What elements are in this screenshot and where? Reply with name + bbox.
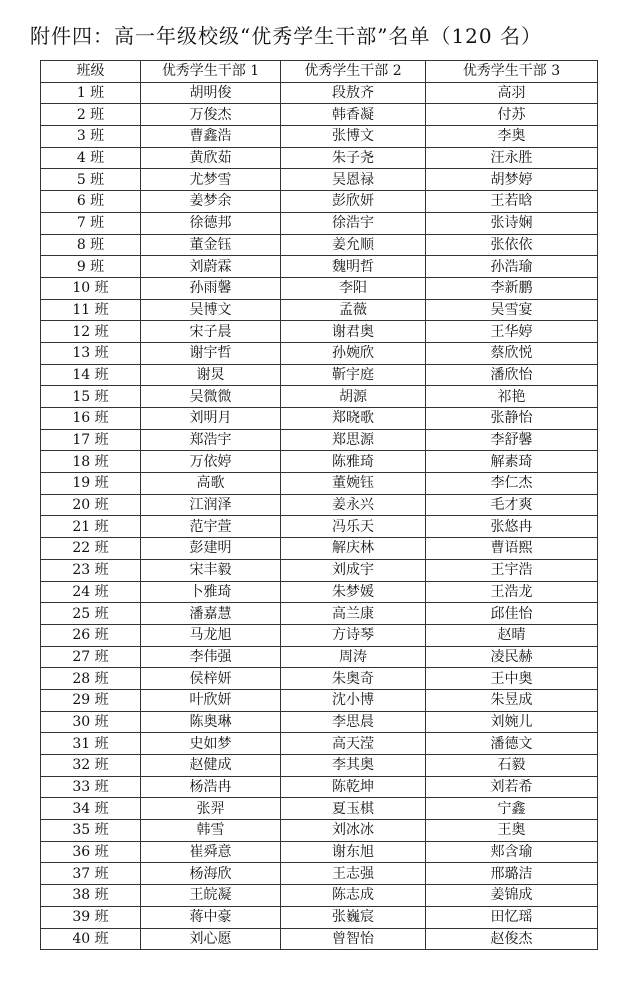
class-cell: 38 班 — [41, 885, 141, 907]
cadre-2-cell: 曾智怡 — [281, 928, 426, 950]
cadre-2-cell: 解庆林 — [281, 538, 426, 560]
cadre-2-cell: 方诗琴 — [281, 624, 426, 646]
cadre-1-cell: 卜雅琦 — [141, 581, 281, 603]
cadre-3-cell: 凌民赫 — [426, 646, 598, 668]
cadre-2-cell: 郑晓歌 — [281, 408, 426, 430]
cadre-3-cell: 姜锦成 — [426, 885, 598, 907]
cadre-1-cell: 江润泽 — [141, 494, 281, 516]
cadre-2-cell: 郑思源 — [281, 429, 426, 451]
table-row — [41, 776, 598, 798]
class-cell: 39 班 — [41, 906, 141, 928]
cadre-3-cell: 张诗娴 — [426, 212, 598, 234]
table-row — [41, 126, 598, 148]
cadre-3-cell: 李舒馨 — [426, 429, 598, 451]
class-cell: 40 班 — [41, 928, 141, 950]
class-cell: 6 班 — [41, 191, 141, 213]
class-cell: 32 班 — [41, 755, 141, 777]
class-cell: 35 班 — [41, 820, 141, 842]
cadre-2-cell: 孙婉欣 — [281, 342, 426, 364]
cadre-2-cell: 靳宇庭 — [281, 364, 426, 386]
cadre-2-cell: 周涛 — [281, 646, 426, 668]
table-row — [41, 147, 598, 169]
table-row — [41, 581, 598, 603]
table-row — [41, 928, 598, 950]
cadre-1-cell: 李伟强 — [141, 646, 281, 668]
cadre-1-cell: 范宇萱 — [141, 516, 281, 538]
cadre-3-cell: 赵俊杰 — [426, 928, 598, 950]
class-cell: 24 班 — [41, 581, 141, 603]
table-row — [41, 234, 598, 256]
cadre-3-cell: 李仁杰 — [426, 473, 598, 495]
class-cell: 26 班 — [41, 624, 141, 646]
cadre-2-cell: 魏明哲 — [281, 256, 426, 278]
cadre-3-cell: 潘欣怡 — [426, 364, 598, 386]
table-row — [41, 863, 598, 885]
class-cell: 22 班 — [41, 538, 141, 560]
cadre-2-cell: 谢君奥 — [281, 321, 426, 343]
cadre-3-cell: 王华婷 — [426, 321, 598, 343]
cadre-3-cell: 解素琦 — [426, 451, 598, 473]
cadre-2-cell: 高天滢 — [281, 733, 426, 755]
cadre-1-cell: 崔舜意 — [141, 841, 281, 863]
cadre-3-cell: 赵晴 — [426, 624, 598, 646]
header-cadre-2: 优秀学生干部 2 — [281, 61, 426, 83]
table-header-row — [41, 61, 598, 83]
table-row — [41, 668, 598, 690]
class-cell: 29 班 — [41, 689, 141, 711]
cadre-3-cell: 宁鑫 — [426, 798, 598, 820]
cadre-3-cell: 毛才爽 — [426, 494, 598, 516]
cadre-1-cell: 赵健成 — [141, 755, 281, 777]
cadre-2-cell: 胡源 — [281, 386, 426, 408]
cadre-3-cell: 张悠冉 — [426, 516, 598, 538]
table-row — [41, 408, 598, 430]
class-cell: 18 班 — [41, 451, 141, 473]
cadre-2-cell: 姜永兴 — [281, 494, 426, 516]
cadre-3-cell: 付苏 — [426, 104, 598, 126]
cadre-2-cell: 陈雅琦 — [281, 451, 426, 473]
cadre-2-cell: 徐浩宇 — [281, 212, 426, 234]
cadre-1-cell: 刘心愿 — [141, 928, 281, 950]
cadre-2-cell: 陈志成 — [281, 885, 426, 907]
cadre-1-cell: 刘明月 — [141, 408, 281, 430]
table-row — [41, 277, 598, 299]
table-row — [41, 429, 598, 451]
cadre-3-cell: 郏含瑜 — [426, 841, 598, 863]
cadre-3-cell: 朱昱成 — [426, 689, 598, 711]
table-row — [41, 494, 598, 516]
cadre-1-cell: 孙雨馨 — [141, 277, 281, 299]
cadre-2-cell: 刘成宇 — [281, 559, 426, 581]
cadre-roster-table — [40, 60, 598, 950]
header-cadre-1: 优秀学生干部 1 — [141, 61, 281, 83]
cadre-1-cell: 彭建明 — [141, 538, 281, 560]
cadre-2-cell: 冯乐天 — [281, 516, 426, 538]
class-cell: 19 班 — [41, 473, 141, 495]
cadre-3-cell: 张依依 — [426, 234, 598, 256]
table-row — [41, 841, 598, 863]
cadre-2-cell: 陈乾坤 — [281, 776, 426, 798]
cadre-2-cell: 孟薇 — [281, 299, 426, 321]
table-row — [41, 82, 598, 104]
table-row — [41, 169, 598, 191]
cadre-1-cell: 侯梓妍 — [141, 668, 281, 690]
cadre-1-cell: 王皖凝 — [141, 885, 281, 907]
cadre-1-cell: 谢宇哲 — [141, 342, 281, 364]
cadre-2-cell: 张巍宸 — [281, 906, 426, 928]
table-row — [41, 689, 598, 711]
cadre-3-cell: 田忆瑶 — [426, 906, 598, 928]
cadre-2-cell: 朱梦媛 — [281, 581, 426, 603]
class-cell: 10 班 — [41, 277, 141, 299]
class-cell: 31 班 — [41, 733, 141, 755]
table-row — [41, 386, 598, 408]
class-cell: 11 班 — [41, 299, 141, 321]
class-cell: 28 班 — [41, 668, 141, 690]
cadre-1-cell: 蒋中豪 — [141, 906, 281, 928]
cadre-2-cell: 刘冰冰 — [281, 820, 426, 842]
table-row — [41, 321, 598, 343]
class-cell: 12 班 — [41, 321, 141, 343]
cadre-2-cell: 沈小博 — [281, 689, 426, 711]
cadre-2-cell: 段敖齐 — [281, 82, 426, 104]
table-row — [41, 711, 598, 733]
cadre-3-cell: 王中奥 — [426, 668, 598, 690]
cadre-3-cell: 胡梦婷 — [426, 169, 598, 191]
cadre-3-cell: 李奥 — [426, 126, 598, 148]
cadre-1-cell: 吴微微 — [141, 386, 281, 408]
cadre-3-cell: 祁艳 — [426, 386, 598, 408]
cadre-3-cell: 潘德文 — [426, 733, 598, 755]
table-body — [41, 82, 598, 950]
cadre-2-cell: 彭欣妍 — [281, 191, 426, 213]
class-cell: 37 班 — [41, 863, 141, 885]
cadre-2-cell: 李其奥 — [281, 755, 426, 777]
table-row — [41, 820, 598, 842]
class-cell: 8 班 — [41, 234, 141, 256]
cadre-2-cell: 朱奥奇 — [281, 668, 426, 690]
cadre-2-cell: 姜允顺 — [281, 234, 426, 256]
cadre-1-cell: 尤梦雪 — [141, 169, 281, 191]
table-row — [41, 212, 598, 234]
cadre-1-cell: 宋丰毅 — [141, 559, 281, 581]
cadre-3-cell: 邱佳怡 — [426, 603, 598, 625]
cadre-1-cell: 韩雪 — [141, 820, 281, 842]
table-row — [41, 798, 598, 820]
cadre-1-cell: 高歌 — [141, 473, 281, 495]
table-row — [41, 364, 598, 386]
cadre-2-cell: 王志强 — [281, 863, 426, 885]
cadre-2-cell: 李思晨 — [281, 711, 426, 733]
class-cell: 9 班 — [41, 256, 141, 278]
cadre-3-cell: 张静怡 — [426, 408, 598, 430]
cadre-2-cell: 吴恩禄 — [281, 169, 426, 191]
cadre-2-cell: 夏玉棋 — [281, 798, 426, 820]
table-row — [41, 473, 598, 495]
class-cell: 21 班 — [41, 516, 141, 538]
cadre-1-cell: 徐德邦 — [141, 212, 281, 234]
table-row — [41, 559, 598, 581]
class-cell: 34 班 — [41, 798, 141, 820]
table-row — [41, 104, 598, 126]
table-row — [41, 538, 598, 560]
cadre-3-cell: 吴雪宴 — [426, 299, 598, 321]
class-cell: 13 班 — [41, 342, 141, 364]
cadre-1-cell: 张羿 — [141, 798, 281, 820]
table-row — [41, 603, 598, 625]
class-cell: 33 班 — [41, 776, 141, 798]
cadre-3-cell: 蔡欣悦 — [426, 342, 598, 364]
cadre-1-cell: 万依婷 — [141, 451, 281, 473]
cadre-3-cell: 王若晗 — [426, 191, 598, 213]
table-row — [41, 755, 598, 777]
cadre-1-cell: 史如梦 — [141, 733, 281, 755]
table-row — [41, 191, 598, 213]
cadre-1-cell: 黄欣茹 — [141, 147, 281, 169]
table-row — [41, 516, 598, 538]
cadre-3-cell: 刘婉儿 — [426, 711, 598, 733]
cadre-2-cell: 朱子尧 — [281, 147, 426, 169]
table-row — [41, 906, 598, 928]
class-cell: 2 班 — [41, 104, 141, 126]
cadre-1-cell: 叶欣妍 — [141, 689, 281, 711]
class-cell: 7 班 — [41, 212, 141, 234]
cadre-3-cell: 王浩龙 — [426, 581, 598, 603]
cadre-1-cell: 刘蔚霖 — [141, 256, 281, 278]
header-class: 班级 — [41, 61, 141, 83]
class-cell: 4 班 — [41, 147, 141, 169]
table-row — [41, 299, 598, 321]
cadre-1-cell: 陈奥琳 — [141, 711, 281, 733]
class-cell: 25 班 — [41, 603, 141, 625]
cadre-1-cell: 杨浩冉 — [141, 776, 281, 798]
cadre-1-cell: 董金钰 — [141, 234, 281, 256]
class-cell: 14 班 — [41, 364, 141, 386]
table-row — [41, 885, 598, 907]
cadre-3-cell: 曹语熙 — [426, 538, 598, 560]
cadre-1-cell: 姜梦余 — [141, 191, 281, 213]
table-row — [41, 624, 598, 646]
table-row — [41, 256, 598, 278]
table-row — [41, 342, 598, 364]
class-cell: 27 班 — [41, 646, 141, 668]
cadre-1-cell: 谢炅 — [141, 364, 281, 386]
cadre-2-cell: 张博文 — [281, 126, 426, 148]
cadre-3-cell: 高羽 — [426, 82, 598, 104]
cadre-3-cell: 邢璐洁 — [426, 863, 598, 885]
cadre-1-cell: 胡明俊 — [141, 82, 281, 104]
cadre-1-cell: 宋子晨 — [141, 321, 281, 343]
class-cell: 16 班 — [41, 408, 141, 430]
cadre-1-cell: 吴博文 — [141, 299, 281, 321]
header-cadre-3: 优秀学生干部 3 — [426, 61, 598, 83]
table-row — [41, 733, 598, 755]
cadre-3-cell: 王宇浩 — [426, 559, 598, 581]
document-title: 附件四：高一年级校级“优秀学生干部”名单（120 名） — [30, 24, 542, 48]
cadre-2-cell: 李阳 — [281, 277, 426, 299]
cadre-3-cell: 汪永胜 — [426, 147, 598, 169]
cadre-1-cell: 潘嘉慧 — [141, 603, 281, 625]
class-cell: 23 班 — [41, 559, 141, 581]
table-row — [41, 646, 598, 668]
cadre-2-cell: 谢东旭 — [281, 841, 426, 863]
cadre-1-cell: 杨海欣 — [141, 863, 281, 885]
cadre-3-cell: 刘若希 — [426, 776, 598, 798]
class-cell: 3 班 — [41, 126, 141, 148]
class-cell: 15 班 — [41, 386, 141, 408]
cadre-2-cell: 韩香凝 — [281, 104, 426, 126]
class-cell: 1 班 — [41, 82, 141, 104]
class-cell: 30 班 — [41, 711, 141, 733]
cadre-1-cell: 郑浩宇 — [141, 429, 281, 451]
cadre-3-cell: 李新鹏 — [426, 277, 598, 299]
cadre-1-cell: 马龙旭 — [141, 624, 281, 646]
class-cell: 20 班 — [41, 494, 141, 516]
table-row — [41, 451, 598, 473]
cadre-2-cell: 高兰康 — [281, 603, 426, 625]
class-cell: 17 班 — [41, 429, 141, 451]
cadre-1-cell: 曹鑫浩 — [141, 126, 281, 148]
class-cell: 5 班 — [41, 169, 141, 191]
cadre-1-cell: 万俊杰 — [141, 104, 281, 126]
cadre-3-cell: 王奥 — [426, 820, 598, 842]
class-cell: 36 班 — [41, 841, 141, 863]
cadre-2-cell: 董婉钰 — [281, 473, 426, 495]
cadre-3-cell: 石毅 — [426, 755, 598, 777]
cadre-3-cell: 孙浩瑜 — [426, 256, 598, 278]
